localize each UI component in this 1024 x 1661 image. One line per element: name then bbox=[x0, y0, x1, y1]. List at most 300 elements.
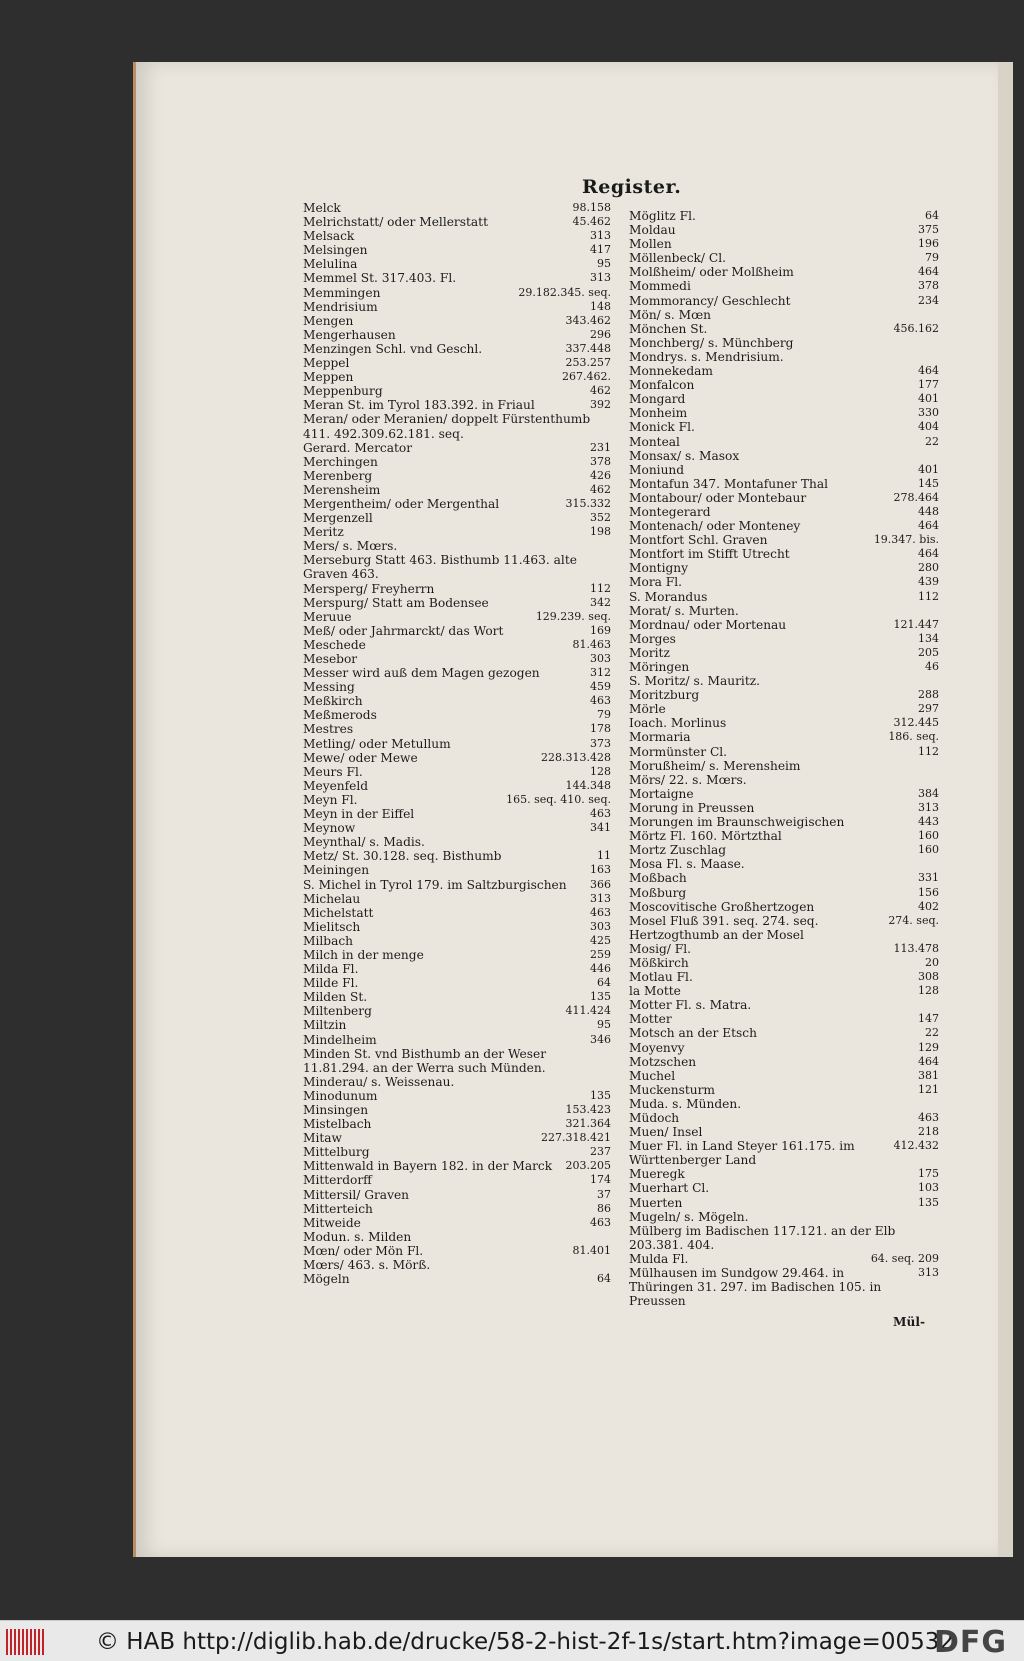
index-entry bbox=[303, 976, 611, 990]
index-entry bbox=[629, 491, 939, 505]
index-page-ref: 464 bbox=[918, 265, 939, 279]
index-entry bbox=[629, 871, 939, 885]
index-term: Morat/ s. Murten. bbox=[629, 603, 739, 618]
index-entry bbox=[303, 1047, 611, 1075]
index-term: Mielitsch bbox=[303, 919, 361, 934]
index-page-ref: 22 bbox=[925, 1026, 939, 1040]
index-page-ref: 112 bbox=[918, 744, 939, 758]
index-page-ref: 178 bbox=[590, 722, 611, 736]
index-entry bbox=[303, 483, 611, 497]
index-page-ref: 135 bbox=[590, 990, 611, 1004]
index-entry bbox=[629, 406, 939, 420]
index-term: Moritzburg bbox=[629, 688, 700, 703]
catchword: Mül- bbox=[893, 1315, 926, 1329]
index-page-ref: 20 bbox=[925, 955, 939, 969]
copyright-url[interactable]: © HAB http://diglib.hab.de/drucke/58-2-hist-2f-1s/start.htm?image=00532 bbox=[96, 1629, 954, 1655]
index-term: Meppel bbox=[303, 356, 350, 371]
index-page-ref: 198 bbox=[590, 525, 611, 539]
index-term: Mößkirch bbox=[629, 955, 689, 970]
index-entry bbox=[303, 539, 611, 553]
index-entry bbox=[303, 257, 611, 271]
index-term: Minden St. vnd Bisthumb an der Weser 11.81.294. an der Werra such Münden. bbox=[303, 1046, 547, 1075]
index-entry bbox=[303, 511, 611, 525]
index-page-ref: 98.158 bbox=[572, 201, 611, 214]
index-column-right bbox=[629, 209, 939, 1308]
index-entry bbox=[629, 1252, 939, 1266]
index-page-ref: 121 bbox=[918, 1082, 939, 1096]
index-page-ref: 313 bbox=[590, 229, 611, 243]
index-entry bbox=[629, 646, 939, 660]
index-term: la Motte bbox=[629, 984, 681, 999]
index-entry bbox=[629, 561, 939, 575]
index-term: Mörs/ 22. s. Mœrs. bbox=[629, 772, 747, 787]
index-page-ref: 446 bbox=[590, 962, 611, 976]
index-term: Muen/ Insel bbox=[629, 1125, 703, 1140]
index-entry bbox=[303, 1145, 611, 1159]
index-term: Meß/ oder Jahrmarckt/ das Wort bbox=[303, 623, 504, 638]
index-page-ref: 375 bbox=[918, 223, 939, 237]
index-entry bbox=[303, 666, 611, 680]
index-entry bbox=[629, 984, 939, 998]
index-term: Mittelburg bbox=[303, 1145, 370, 1160]
index-term: Minsingen bbox=[303, 1103, 369, 1117]
index-page-ref: 330 bbox=[918, 406, 939, 420]
index-term: Moßbach bbox=[629, 871, 687, 886]
index-page-ref: 313 bbox=[918, 800, 939, 814]
index-page-ref: 342 bbox=[590, 595, 611, 609]
index-entry bbox=[303, 497, 611, 511]
index-page-ref: 378 bbox=[918, 279, 939, 293]
index-entry bbox=[629, 1224, 939, 1252]
index-term: Mitweide bbox=[303, 1215, 361, 1230]
index-term: S. Morandus bbox=[629, 589, 708, 604]
index-page-ref: 425 bbox=[590, 933, 611, 947]
index-term: Meurs Fl. bbox=[303, 764, 363, 779]
index-term: Montabour/ oder Montebaur bbox=[629, 490, 807, 505]
index-term: Mormünster Cl. bbox=[629, 744, 728, 759]
index-column-left bbox=[303, 201, 611, 1286]
index-term: Mindelheim bbox=[303, 1032, 377, 1047]
index-term: Messing bbox=[303, 680, 355, 695]
index-term: Metling/ oder Metullum bbox=[303, 736, 451, 751]
index-page-ref: 313 bbox=[590, 891, 611, 905]
index-entry bbox=[303, 779, 611, 793]
index-term: Mülberg im Badischen 117.121. an der Elb 203.381. 404. bbox=[629, 1223, 896, 1252]
index-entry bbox=[303, 1244, 611, 1258]
index-entry bbox=[629, 463, 939, 477]
index-page-ref: 165. seq. 410. seq. bbox=[506, 792, 611, 806]
index-term: Muerhart Cl. bbox=[629, 1181, 710, 1196]
index-entry bbox=[629, 632, 939, 646]
index-page-ref: 79 bbox=[925, 251, 939, 265]
index-entry bbox=[303, 300, 611, 314]
index-term: Montfort im Stifft Utrecht bbox=[629, 547, 790, 562]
index-page-ref: 64 bbox=[597, 1272, 611, 1286]
index-entry bbox=[629, 519, 939, 533]
index-page-ref: 288 bbox=[918, 688, 939, 702]
index-term: Merseburg Statt 463. Bisthumb 11.463. alte Graven 463. bbox=[303, 553, 577, 582]
index-page-ref: 79 bbox=[597, 708, 611, 722]
index-entry bbox=[303, 455, 611, 469]
index-term: Mendrisium bbox=[303, 299, 378, 314]
index-term: Memmel St. 317.403. Fl. bbox=[303, 271, 457, 286]
index-entry bbox=[629, 604, 939, 618]
index-page-ref: 19.347. bis. bbox=[873, 533, 939, 547]
index-page-ref: 331 bbox=[918, 871, 939, 885]
index-term: Meruue bbox=[303, 609, 352, 624]
index-entry bbox=[629, 209, 939, 223]
index-term: Muchel bbox=[629, 1068, 676, 1083]
index-page-ref: 402 bbox=[918, 899, 939, 913]
index-entry bbox=[303, 708, 611, 722]
index-page-ref: 459 bbox=[590, 680, 611, 694]
index-entry bbox=[629, 590, 939, 604]
index-entry bbox=[303, 1089, 611, 1103]
index-term: Mœrs/ 463. s. Mörß. bbox=[303, 1258, 431, 1273]
index-page-ref: 163 bbox=[590, 863, 611, 877]
index-entry bbox=[629, 1041, 939, 1055]
index-term: Mœn/ oder Mön Fl. bbox=[303, 1243, 424, 1258]
index-term: Mersperg/ Freyherrn bbox=[303, 581, 435, 596]
index-page-ref: 134 bbox=[918, 631, 939, 645]
index-page-ref: 343.462 bbox=[565, 313, 611, 327]
index-term: Meyn in der Eiffel bbox=[303, 807, 415, 822]
index-page-ref: 148 bbox=[590, 299, 611, 313]
index-page-ref: 37 bbox=[597, 1187, 611, 1201]
index-term: Modun. s. Milden bbox=[303, 1229, 412, 1244]
index-term: Möringen bbox=[629, 660, 690, 674]
index-entry bbox=[629, 618, 939, 632]
footer-bar bbox=[0, 1620, 1024, 1661]
index-page-ref: 45.462 bbox=[572, 215, 611, 229]
index-page-ref: 303 bbox=[590, 919, 611, 933]
hab-logo-icon bbox=[6, 1629, 46, 1655]
index-page-ref: 463 bbox=[590, 694, 611, 708]
index-term: Melsack bbox=[303, 229, 355, 244]
index-term: Morungen im Braunschweigischen bbox=[629, 815, 845, 830]
index-term: Motter bbox=[629, 1012, 672, 1027]
index-term: Mögeln bbox=[303, 1272, 350, 1287]
index-term: Minodunum bbox=[303, 1088, 378, 1103]
index-entry bbox=[629, 265, 939, 279]
index-entry bbox=[629, 1266, 939, 1308]
index-page-ref: 86 bbox=[597, 1201, 611, 1215]
index-term: Mön/ s. Mœn bbox=[629, 307, 712, 322]
index-page-ref: 113.478 bbox=[893, 941, 939, 955]
index-entry bbox=[303, 1159, 611, 1173]
index-entry bbox=[629, 674, 939, 688]
index-term: Motter Fl. s. Matra. bbox=[629, 998, 752, 1013]
index-entry bbox=[629, 660, 939, 674]
index-entry bbox=[629, 716, 939, 730]
index-entry bbox=[303, 314, 611, 328]
index-entry bbox=[629, 420, 939, 434]
index-term: Milden St. bbox=[303, 990, 368, 1005]
index-page-ref: 297 bbox=[918, 702, 939, 716]
index-entry bbox=[629, 1026, 939, 1040]
index-page-ref: 46 bbox=[925, 660, 939, 673]
index-term: Mülhausen im Sundgow 29.464. in Thüringen 31. 297. im Badischen 105. in Preussen bbox=[629, 1266, 882, 1309]
index-term: Monick Fl. bbox=[629, 420, 695, 435]
index-entry bbox=[629, 237, 939, 251]
index-entry bbox=[303, 1188, 611, 1202]
index-entry bbox=[303, 412, 611, 440]
index-entry bbox=[303, 1216, 611, 1230]
index-entry bbox=[303, 863, 611, 877]
index-entry bbox=[303, 1004, 611, 1018]
index-page-ref: 411.424 bbox=[565, 1004, 611, 1018]
index-entry bbox=[629, 900, 939, 914]
page-title: Register. bbox=[582, 176, 682, 198]
index-term: Milch in der menge bbox=[303, 947, 424, 962]
index-term: Miltenberg bbox=[303, 1004, 372, 1019]
index-term: Mueregk bbox=[629, 1167, 685, 1182]
index-entry bbox=[303, 652, 611, 666]
index-page-ref: 259 bbox=[590, 947, 611, 961]
index-term: Mestres bbox=[303, 722, 354, 737]
index-page-ref: 22 bbox=[925, 434, 939, 448]
index-term: Monchberg/ s. Münchberg bbox=[629, 335, 794, 350]
index-term: Moyenvy bbox=[629, 1040, 685, 1055]
index-term: Mörle bbox=[629, 702, 666, 717]
index-entry bbox=[629, 336, 939, 350]
index-term: Mewe/ oder Mewe bbox=[303, 750, 418, 765]
index-page-ref: 315.332 bbox=[565, 496, 611, 510]
index-entry bbox=[303, 356, 611, 370]
index-entry bbox=[629, 956, 939, 970]
index-entry bbox=[303, 398, 611, 412]
index-term: Memmingen bbox=[303, 285, 381, 300]
index-term: Montenach/ oder Monteney bbox=[629, 519, 801, 534]
index-page-ref: 464 bbox=[918, 547, 939, 561]
index-page-ref: 296 bbox=[590, 327, 611, 341]
index-entry bbox=[629, 1097, 939, 1111]
index-entry bbox=[303, 878, 611, 892]
index-entry bbox=[629, 843, 939, 857]
index-term: Motlau Fl. bbox=[629, 970, 693, 985]
index-term: Mulda Fl. bbox=[629, 1251, 689, 1266]
index-entry bbox=[629, 322, 939, 336]
index-entry bbox=[629, 1069, 939, 1083]
index-page-ref: 129.239. seq. bbox=[535, 609, 611, 623]
index-page-ref: 160 bbox=[918, 829, 939, 843]
index-term: Mora Fl. bbox=[629, 575, 683, 590]
index-page-ref: 29.182.345. seq. bbox=[518, 285, 611, 299]
index-page-ref: 156 bbox=[918, 885, 939, 899]
index-term: Meppen bbox=[303, 370, 354, 385]
index-entry bbox=[629, 477, 939, 491]
index-term: Messer wird auß dem Magen gezogen bbox=[303, 666, 540, 681]
index-entry bbox=[629, 308, 939, 322]
index-entry bbox=[629, 787, 939, 801]
index-entry bbox=[629, 392, 939, 406]
index-term: Menzingen Schl. vnd Geschl. bbox=[303, 341, 483, 356]
index-page-ref: 366 bbox=[590, 877, 611, 891]
index-term: Meynow bbox=[303, 821, 356, 836]
index-page-ref: 373 bbox=[590, 736, 611, 750]
index-page-ref: 346 bbox=[590, 1032, 611, 1046]
index-page-ref: 462 bbox=[590, 384, 611, 398]
index-term: Meyn Fl. bbox=[303, 792, 358, 807]
index-entry bbox=[303, 1173, 611, 1187]
index-entry bbox=[303, 934, 611, 948]
index-term: Mugeln/ s. Mögeln. bbox=[629, 1209, 749, 1224]
index-term: Mosel Fluß 391. seq. 274. seq. Hertzogthumb an der Mosel bbox=[629, 913, 819, 942]
index-page-ref: 95 bbox=[597, 257, 611, 271]
index-term: Montafun 347. Montafuner Thal bbox=[629, 476, 829, 491]
index-page-ref: 384 bbox=[918, 786, 939, 800]
index-page-ref: 186. seq. bbox=[888, 730, 939, 744]
index-entry bbox=[303, 610, 611, 624]
index-entry bbox=[629, 435, 939, 449]
index-term: Ioach. Morlinus bbox=[629, 716, 727, 731]
index-term: Molßheim/ oder Molßheim bbox=[629, 265, 794, 280]
index-page-ref: 203.205 bbox=[565, 1159, 611, 1173]
index-page-ref: 352 bbox=[590, 511, 611, 525]
index-entry bbox=[303, 582, 611, 596]
index-entry bbox=[303, 1230, 611, 1244]
index-entry bbox=[629, 688, 939, 702]
index-entry bbox=[303, 835, 611, 849]
index-page-ref: 412.432 bbox=[893, 1139, 939, 1153]
index-entry bbox=[303, 737, 611, 751]
index-entry bbox=[629, 1083, 939, 1097]
index-page-ref: 81.463 bbox=[572, 637, 611, 651]
index-term: Mitaw bbox=[303, 1131, 342, 1146]
index-term: Mosig/ Fl. bbox=[629, 941, 691, 956]
index-term: Moritz bbox=[629, 645, 670, 660]
index-entry bbox=[303, 215, 611, 229]
index-entry bbox=[303, 1033, 611, 1047]
index-term: Motsch an der Etsch bbox=[629, 1026, 757, 1041]
index-term: Meritz bbox=[303, 525, 344, 540]
index-page-ref: 463 bbox=[590, 905, 611, 919]
index-page-ref: 144.348 bbox=[565, 778, 611, 792]
index-entry bbox=[629, 1139, 939, 1167]
index-entry bbox=[303, 962, 611, 976]
index-term: Morges bbox=[629, 631, 676, 646]
index-page-ref: 237 bbox=[590, 1145, 611, 1159]
index-page-ref: 462 bbox=[590, 482, 611, 496]
index-term: Mordnau/ oder Mortenau bbox=[629, 617, 787, 632]
index-term: Merchingen bbox=[303, 454, 378, 469]
index-entry bbox=[303, 286, 611, 300]
index-term: Monheim bbox=[629, 406, 688, 421]
index-page-ref: 128 bbox=[918, 984, 939, 998]
index-entry bbox=[303, 596, 611, 610]
index-entry bbox=[629, 350, 939, 364]
index-term: Melck bbox=[303, 201, 341, 215]
index-page-ref: 439 bbox=[918, 575, 939, 589]
index-page-ref: 274. seq. bbox=[888, 913, 939, 927]
index-entry bbox=[303, 1202, 611, 1216]
index-term: Meßmerods bbox=[303, 708, 377, 723]
index-entry bbox=[303, 525, 611, 539]
index-term: Melulina bbox=[303, 257, 358, 272]
index-page-ref: 231 bbox=[590, 440, 611, 454]
index-page-ref: 464 bbox=[918, 364, 939, 378]
index-entry bbox=[629, 773, 939, 787]
index-page-ref: 337.448 bbox=[565, 341, 611, 355]
index-term: Mortaigne bbox=[629, 786, 694, 801]
index-term: Metz/ St. 30.128. seq. Bisthumb bbox=[303, 849, 502, 864]
index-term: Merspurg/ Statt am Bodensee bbox=[303, 595, 489, 610]
index-term: Minderau/ s. Weissenau. bbox=[303, 1074, 455, 1089]
index-term: Meyenfeld bbox=[303, 778, 369, 793]
index-page-ref: 218 bbox=[918, 1125, 939, 1139]
index-entry bbox=[629, 378, 939, 392]
index-page-ref: 463 bbox=[590, 807, 611, 821]
index-page-ref: 456.162 bbox=[893, 321, 939, 335]
index-term: Meppenburg bbox=[303, 384, 383, 399]
index-term: Mengen bbox=[303, 313, 354, 328]
index-term: Mondrys. s. Mendrisium. bbox=[629, 349, 784, 364]
index-term: Motzschen bbox=[629, 1054, 697, 1069]
index-page-ref: 175 bbox=[918, 1167, 939, 1181]
index-term: Mollen bbox=[629, 237, 672, 252]
index-term: Mommedi bbox=[629, 279, 691, 294]
index-entry bbox=[303, 1258, 611, 1272]
index-term: Moßburg bbox=[629, 885, 687, 900]
index-entry bbox=[303, 722, 611, 736]
index-term: Milbach bbox=[303, 933, 354, 948]
index-entry bbox=[303, 441, 611, 455]
index-page-ref: 128 bbox=[590, 764, 611, 778]
index-entry bbox=[303, 553, 611, 581]
index-page-ref: 64 bbox=[925, 209, 939, 222]
index-page-ref: 81.401 bbox=[572, 1243, 611, 1257]
index-page-ref: 147 bbox=[918, 1012, 939, 1026]
index-entry bbox=[629, 1055, 939, 1069]
index-page-ref: 267.462. bbox=[562, 370, 611, 384]
index-term: Meiningen bbox=[303, 863, 370, 878]
index-page-ref: 177 bbox=[918, 378, 939, 392]
index-term: Meßkirch bbox=[303, 694, 363, 709]
index-term: Morung in Preussen bbox=[629, 800, 755, 815]
dfg-logo: DFG bbox=[934, 1625, 1008, 1660]
index-entry bbox=[629, 801, 939, 815]
index-page-ref: 169 bbox=[590, 623, 611, 637]
index-entry bbox=[303, 920, 611, 934]
index-entry bbox=[303, 370, 611, 384]
index-page-ref: 448 bbox=[918, 504, 939, 518]
index-term: Muer Fl. in Land Steyer 161.175. im Württenberger Land bbox=[629, 1139, 855, 1168]
index-entry bbox=[629, 1167, 939, 1181]
index-entry bbox=[629, 533, 939, 547]
index-entry bbox=[303, 201, 611, 215]
index-entry bbox=[629, 702, 939, 716]
index-term: Müdoch bbox=[629, 1111, 680, 1125]
index-term: Möllenbeck/ Cl. bbox=[629, 251, 726, 266]
index-term: Mörtz Fl. 160. Mörtzthal bbox=[629, 829, 782, 844]
index-term: Meran St. im Tyrol 183.392. in Friaul bbox=[303, 398, 535, 413]
index-entry bbox=[303, 1117, 611, 1131]
index-page-ref: 103 bbox=[918, 1181, 939, 1195]
index-term: Mergenzell bbox=[303, 511, 373, 526]
index-entry bbox=[629, 1181, 939, 1195]
index-page-ref: 378 bbox=[590, 454, 611, 468]
index-entry bbox=[629, 364, 939, 378]
index-term: Montegerard bbox=[629, 504, 711, 519]
index-term: Montfort Schl. Graven bbox=[629, 533, 768, 548]
index-entry bbox=[303, 849, 611, 863]
index-term: Michelau bbox=[303, 891, 361, 906]
index-term: Meschede bbox=[303, 637, 366, 652]
index-page-ref: 313 bbox=[590, 271, 611, 285]
index-term: S. Michel in Tyrol 179. im Saltzburgischen bbox=[303, 877, 567, 892]
index-entry bbox=[303, 807, 611, 821]
index-entry bbox=[303, 990, 611, 1004]
